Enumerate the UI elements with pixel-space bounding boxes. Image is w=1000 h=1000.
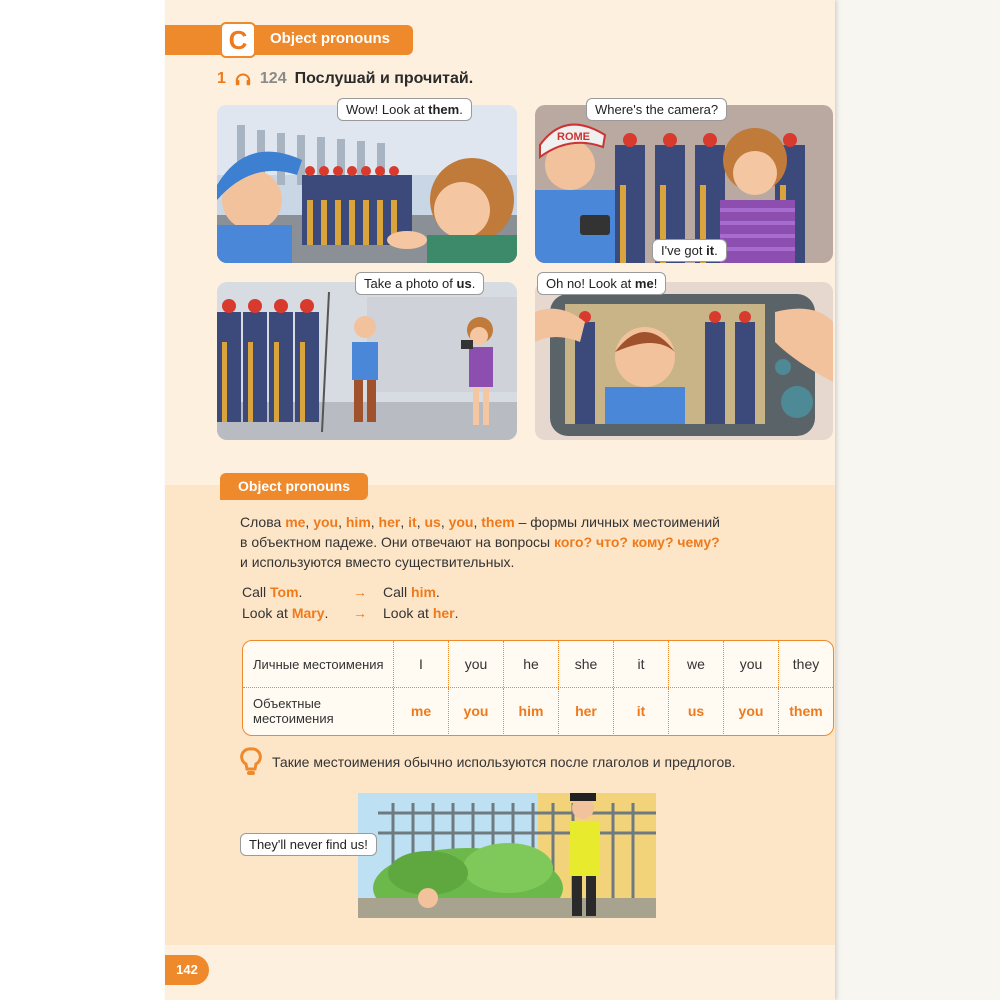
example-left-1: Call Tom. (242, 584, 303, 600)
speech-bubble-4: Take a photo of us. (355, 272, 484, 295)
lightbulb-icon (240, 747, 262, 777)
speech-bubble-3: I've got it. (652, 239, 727, 262)
table-cell: they (778, 641, 833, 687)
adjacent-page (835, 0, 1000, 1000)
section-title: Object pronouns (270, 30, 390, 47)
comic-panel-4 (535, 282, 833, 440)
table-cell: us (668, 688, 723, 734)
comic-panel-3 (217, 282, 517, 440)
page-number: 142 (165, 955, 209, 985)
exercise-number: 1 (217, 70, 226, 87)
speech-bubble-2: Where's the camera? (586, 98, 727, 121)
personal-pronouns-row (243, 641, 833, 687)
grammar-explanation: Слова me, you, him, her, it, us, you, them – формы личных местоимений в объектном падеже. Они отвечают на вопросы кого? что? кому? чему? и используются вместо существительных. (240, 514, 720, 570)
tip-text: Такие местоимения обычно используются после глаголов и предлогов. (272, 754, 736, 770)
table-cell: you (723, 641, 778, 687)
table-cell: you (448, 641, 503, 687)
pronoun-table (242, 640, 834, 736)
speech-bubble-1: Wow! Look at them. (337, 98, 472, 121)
table-cell: them (778, 688, 833, 734)
speech-bubble-5: Oh no! Look at me! (537, 272, 666, 295)
fence-illustration-art (358, 793, 656, 918)
example-right-2: Look at her. (383, 605, 459, 621)
table-cell: I (393, 641, 448, 687)
table-cell: we (668, 641, 723, 687)
example-right-1: Call him. (383, 584, 440, 600)
panel-3-illustration (217, 282, 517, 440)
speech-bubble-6: They'll never find us! (240, 833, 377, 856)
textbook-page (165, 0, 835, 1000)
table-cell: him (503, 688, 558, 734)
exercise-header (217, 70, 473, 88)
table-cell: he (503, 641, 558, 687)
example-arrow-1: → (353, 584, 367, 600)
comic-panel-1 (217, 105, 517, 263)
object-pronouns-row (243, 688, 833, 734)
table-cell: she (558, 641, 613, 687)
example-arrow-2: → (353, 605, 367, 621)
personal-pronouns-label: Личные местоимения (253, 656, 384, 672)
table-cell: me (393, 688, 448, 734)
table-cell: it (613, 688, 668, 734)
table-cell: her (558, 688, 613, 734)
panel-4-illustration (535, 282, 833, 440)
fence-illustration (358, 793, 656, 918)
table-cell: it (613, 641, 668, 687)
table-cell: you (723, 688, 778, 734)
table-cell: you (448, 688, 503, 734)
headphones-icon[interactable] (234, 70, 252, 88)
panel-1-illustration (217, 105, 517, 263)
section-letter: C (220, 22, 256, 58)
tip-row (240, 747, 736, 777)
exercise-instruction: Послушай и прочитай. (294, 70, 474, 87)
cap-text: ROME (557, 131, 590, 143)
object-pronouns-label: Объектные местоимения (253, 696, 334, 726)
example-left-2: Look at Mary. (242, 605, 329, 621)
grammar-box-title: Object pronouns (220, 473, 368, 500)
track-number: 124 (259, 70, 287, 87)
